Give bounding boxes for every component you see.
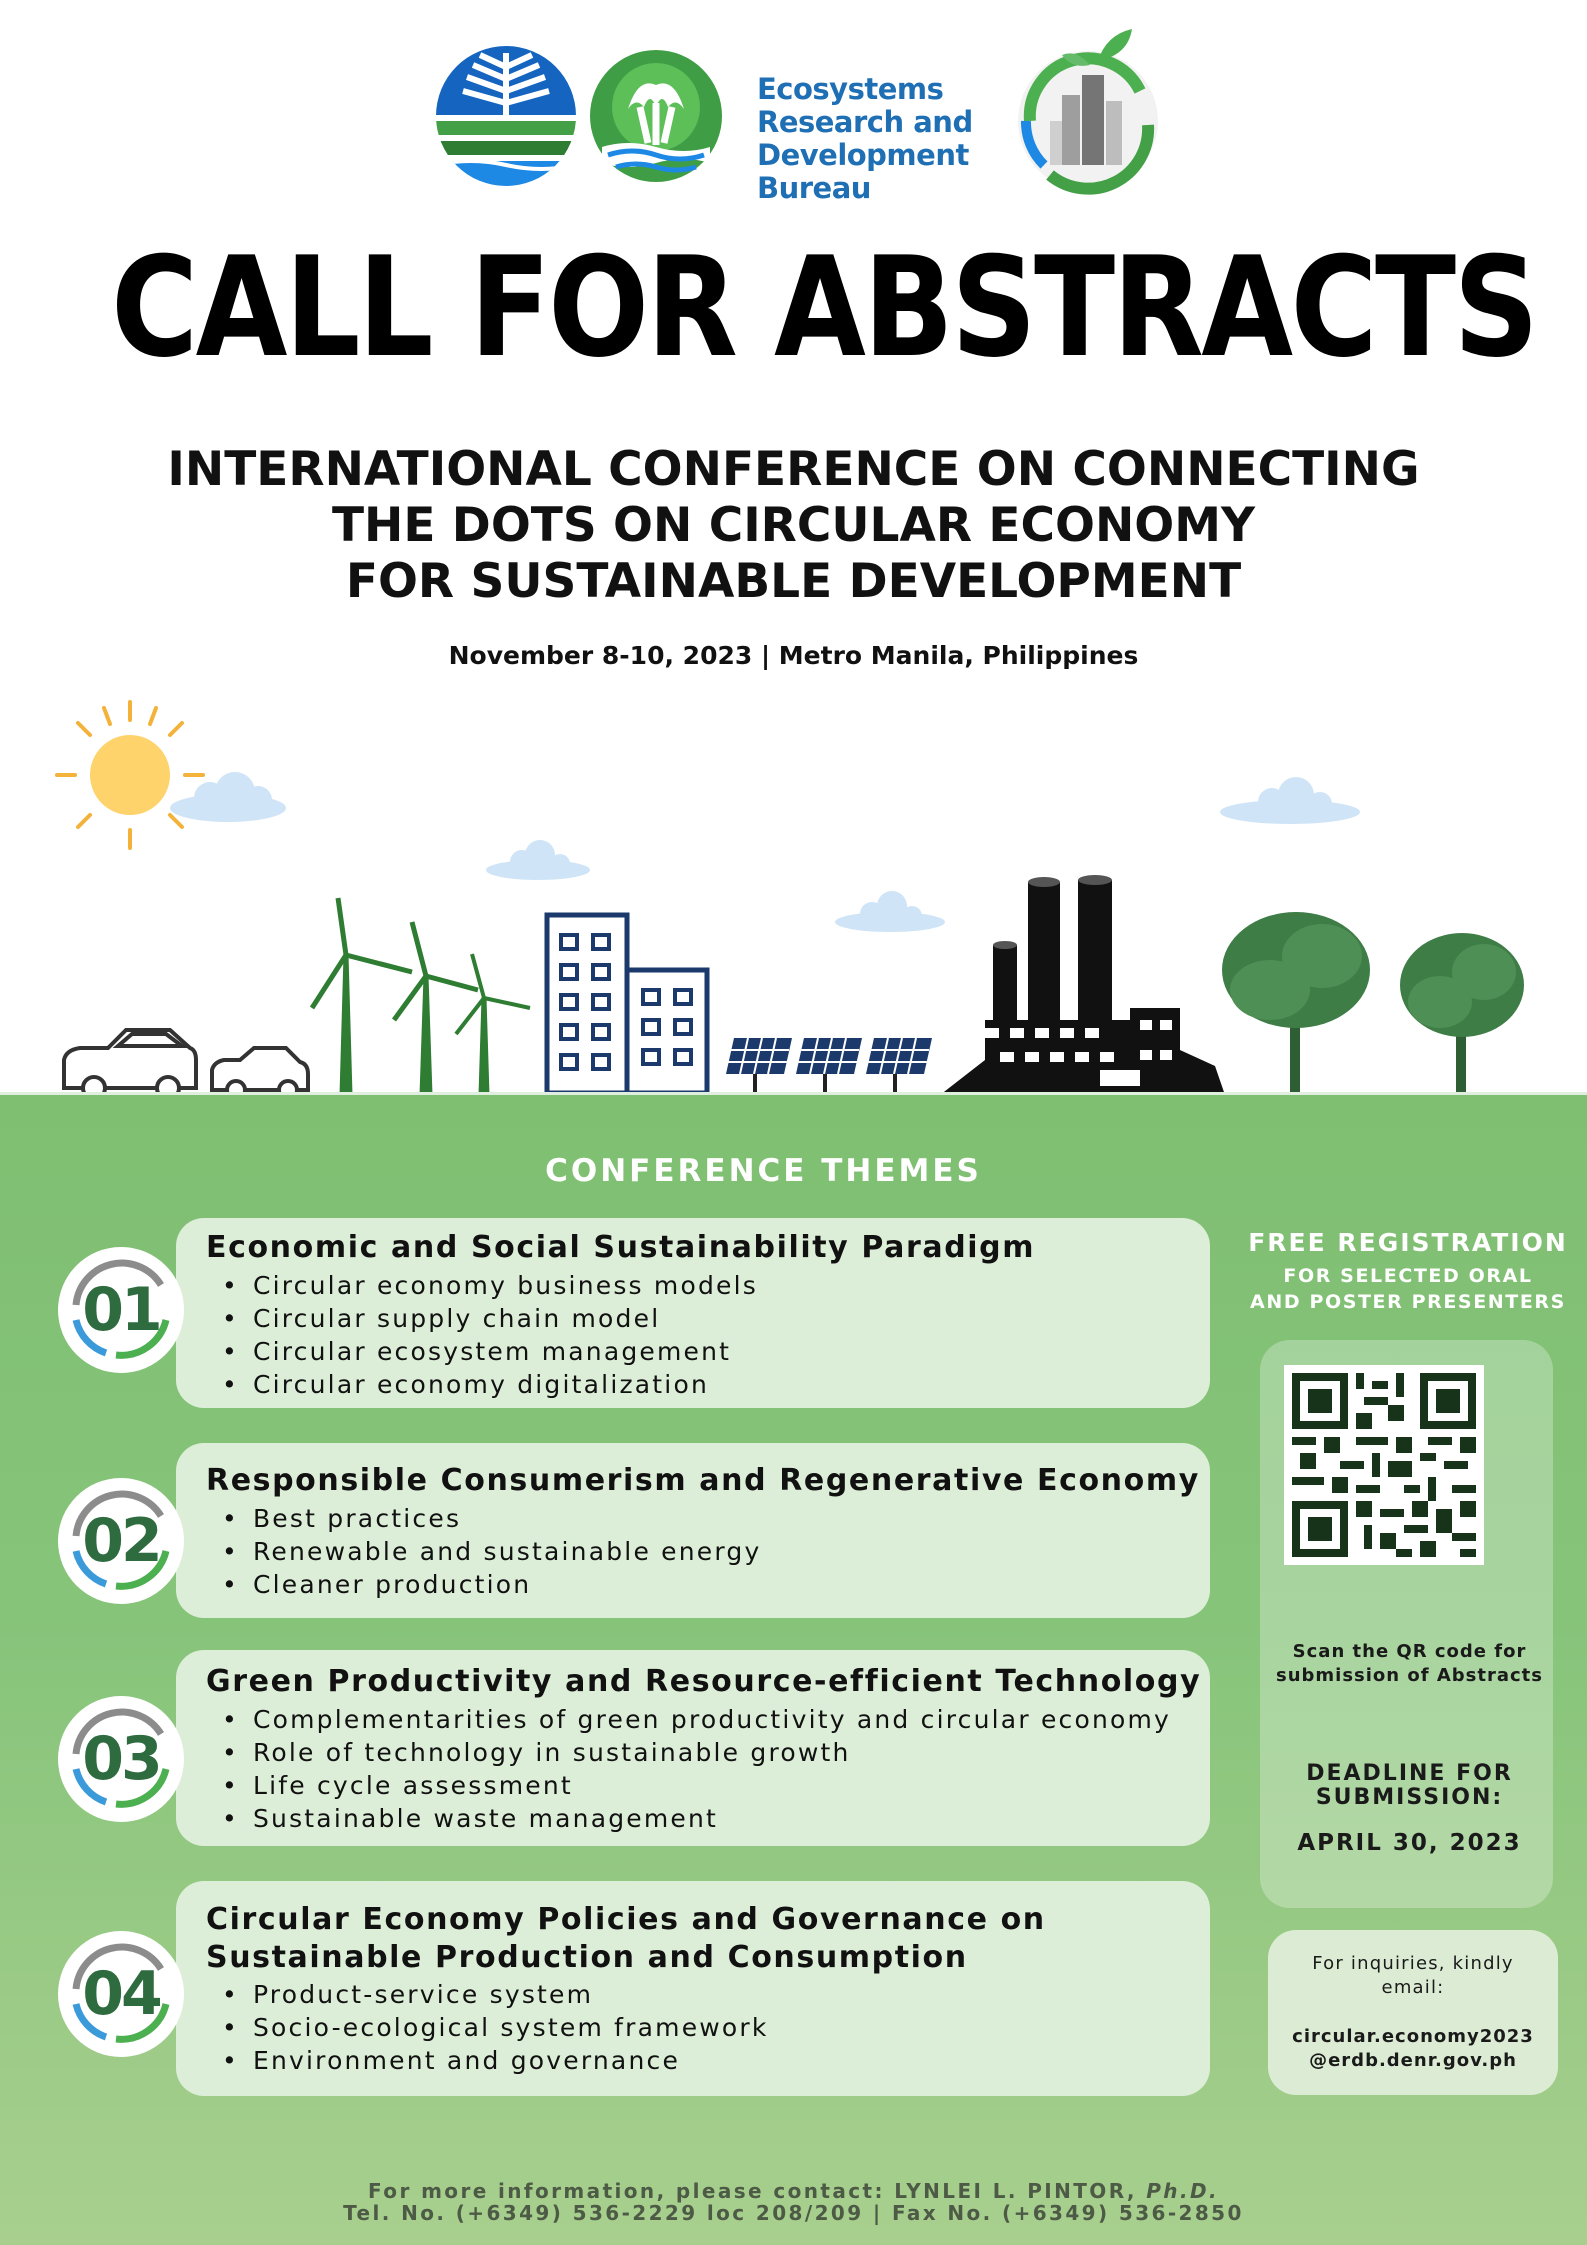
list-item: • Environment and governance [222, 2044, 769, 2077]
theme-badge [56, 1929, 186, 2059]
erdb-logo-icon [588, 47, 724, 185]
inquiries-text-line: email: [1381, 1977, 1445, 1998]
qr-caption-line: Scan the QR code for [1292, 1641, 1527, 1662]
registration-sub-line: AND POSTER PRESENTERS [1250, 1291, 1566, 1313]
date-location: November 8-10, 2023 | Metro Manila, Philippines [448, 641, 1139, 670]
phone-line: Tel. No. (+6349) 536-2229 loc 208/209 | Fax No. (+6349) 536-2850 [343, 2201, 1244, 2225]
email-line[interactable]: circular.economy2023 [1292, 2026, 1534, 2047]
theme-title: Circular Economy Policies and Governance on [206, 1902, 1046, 1937]
theme-title: Green Productivity and Resource-efficient Technology [206, 1664, 1202, 1699]
registration-sub-line: FOR SELECTED ORAL [1283, 1265, 1533, 1287]
qr-code-icon[interactable] [1284, 1365, 1484, 1565]
list-item: • Role of technology in sustainable growth [222, 1736, 1171, 1769]
deadline-date: APRIL 30, 2023 [1297, 1830, 1522, 1856]
registration-heading: FREE REGISTRATION [1248, 1228, 1568, 1257]
theme-items [222, 1703, 1171, 1835]
theme-number: 03 [82, 1724, 160, 1794]
deadline-label-line: SUBMISSION: [1315, 1785, 1504, 1810]
solar-panel-icon [796, 1038, 862, 1094]
theme-number: 01 [82, 1275, 160, 1345]
conference-title-line: FOR SUSTAINABLE DEVELOPMENT [345, 554, 1242, 609]
registration-sub [1248, 1263, 1568, 1315]
org-name [757, 73, 1007, 205]
theme-title: Economic and Social Sustainability Paradigm [206, 1230, 1036, 1265]
theme-badge [56, 1476, 186, 1606]
list-item: • Circular economy digitalization [222, 1368, 758, 1401]
theme-badge [56, 1245, 186, 1375]
wind-turbine-icon [312, 898, 412, 1095]
deadline-label [1262, 1762, 1557, 1810]
qr-caption [1262, 1640, 1557, 1688]
theme-card [176, 1218, 1210, 1408]
org-name-line: Bureau [757, 171, 871, 205]
wind-turbine-icon [456, 954, 530, 1095]
list-item: • Life cycle assessment [222, 1769, 1171, 1802]
solar-panel-icon [866, 1038, 932, 1094]
conference-title-line: THE DOTS ON CIRCULAR ECONOMY [331, 498, 1256, 553]
list-item: • Socio-ecological system framework [222, 2011, 769, 2044]
solar-panel-icon [726, 1038, 792, 1094]
theme-title: Sustainable Production and Consumption [206, 1940, 968, 1975]
inquiries-email[interactable] [1268, 2025, 1558, 2073]
list-item: • Circular ecosystem management [222, 1335, 758, 1368]
list-item: • Renewable and sustainable energy [222, 1535, 761, 1568]
cloud-icon [835, 891, 945, 932]
denr-logo-icon [435, 45, 577, 187]
theme-card [176, 1881, 1210, 2096]
cloud-icon [1220, 777, 1360, 824]
contact-line [0, 2180, 1587, 2202]
conference-title [0, 442, 1587, 610]
qr-caption-line: submission of Abstracts [1276, 1665, 1543, 1686]
theme-card [176, 1650, 1210, 1846]
tree-icon [1400, 933, 1524, 1095]
contact-suffix: Ph.D. [1146, 2179, 1219, 2203]
footer-contact [0, 2180, 1587, 2224]
page-title: CALL FOR ABSTRACTS [111, 227, 1537, 388]
factory-icon [940, 875, 1225, 1095]
list-item: • Best practices [222, 1502, 761, 1535]
deadline-label-line: DEADLINE FOR [1306, 1761, 1513, 1786]
list-item: • Circular economy business models [222, 1269, 758, 1302]
list-item: • Complementarities of green productivity and circular economy [222, 1703, 1171, 1736]
header-logos [0, 25, 1587, 210]
cloud-icon [486, 840, 590, 880]
theme-number: 04 [82, 1959, 160, 2029]
org-name-line: Ecosystems [757, 72, 944, 106]
org-name-line: Development [757, 138, 969, 172]
theme-card [176, 1443, 1210, 1618]
list-item: • Cleaner production [222, 1568, 761, 1601]
list-item: • Product-service system [222, 1978, 769, 2011]
sun-icon [57, 702, 203, 848]
theme-badge [56, 1694, 186, 1824]
car-icon [64, 1030, 196, 1095]
conference-title-line: INTERNATIONAL CONFERENCE ON CONNECTING [167, 442, 1420, 497]
email-line[interactable]: @erdb.denr.gov.ph [1309, 2050, 1517, 2071]
list-item: • Sustainable waste management [222, 1802, 1171, 1835]
cloud-icon [170, 772, 286, 822]
theme-items [222, 1502, 761, 1601]
theme-items [222, 1978, 769, 2077]
car-icon [212, 1048, 308, 1095]
tree-icon [1222, 912, 1370, 1095]
divider [0, 1092, 1587, 1095]
city-illustration [0, 690, 1587, 1095]
list-item: • Circular supply chain model [222, 1302, 758, 1335]
theme-title: Responsible Consumerism and Regenerative Economy [206, 1463, 1200, 1498]
theme-items [222, 1269, 758, 1401]
circular-city-logo-icon [1010, 25, 1170, 205]
inquiries-text [1268, 1952, 1558, 2000]
inquiries-text-line: For inquiries, kindly [1312, 1953, 1514, 1974]
contact-prefix: For more information, please contact: LYNLEI L. PINTOR, [368, 2179, 1147, 2203]
theme-number: 02 [82, 1506, 160, 1576]
office-building-icon [547, 915, 707, 1093]
org-name-line: Research and [757, 105, 973, 139]
wind-turbine-icon [394, 922, 478, 1095]
themes-heading: CONFERENCE THEMES [545, 1153, 982, 1189]
